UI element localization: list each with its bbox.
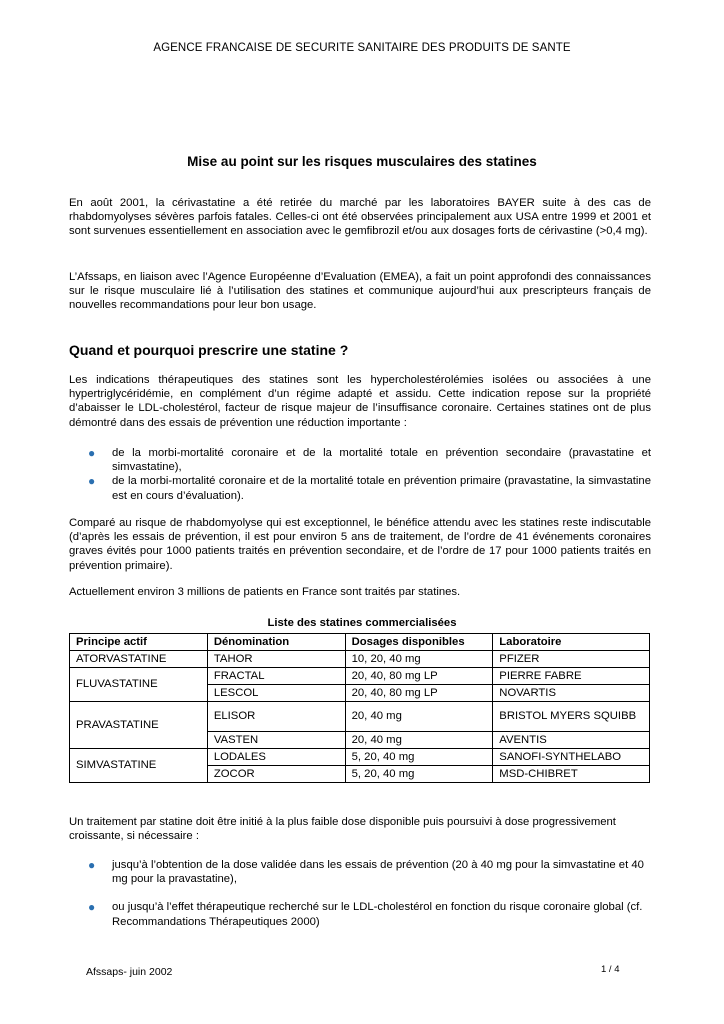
bullet-icon: ● [88, 900, 96, 915]
list-item: ● de la morbi-mortalité coronaire et de la mortalité totale en prévention secondaire (pravastatine et simvastatine), [88, 446, 651, 474]
footer-source: Afssaps- juin 2002 [86, 966, 173, 978]
section-heading: Quand et pourquoi prescrire une statine ? [69, 342, 349, 358]
agency-header: AGENCE FRANCAISE DE SECURITE SANITAIRE DES PRODUITS DE SANTE [153, 42, 571, 54]
column-header: Principe actif [70, 634, 208, 651]
dosage-cell: 20, 40, 80 mg LP [345, 668, 493, 685]
denomination-cell: ZOCOR [207, 766, 345, 783]
document-title: Mise au point sur les risques musculaires des statines [187, 154, 537, 169]
laboratoire-cell: SANOFI-SYNTHELABO [493, 749, 650, 766]
column-header: Dénomination [207, 634, 345, 651]
dosing-paragraph: Un traitement par statine doit être initié à la plus faible dose disponible puis poursuivi à dose progressivement croissante, si nécessaire : [69, 816, 616, 843]
denomination-cell: ELISOR [207, 702, 345, 732]
dosage-cell: 5, 20, 40 mg [345, 749, 493, 766]
page-number: 1 / 4 [601, 964, 620, 975]
principe-cell: FLUVASTATINE [70, 668, 208, 702]
laboratoire-cell: AVENTIS [493, 732, 650, 749]
dosage-cell: 20, 40, 80 mg LP [345, 685, 493, 702]
section-paragraph-3: Actuellement environ 3 millions de patients en France sont traités par statines. [69, 586, 461, 598]
list-item: ● jusqu’à l’obtention de la dose validée dans les essais de prévention (20 à 40 mg pour la simvastatine et 40 mg pour la pravastatine), [88, 858, 644, 886]
intro-paragraph-2: L’Afssaps, en liaison avec l’Agence Européenne d’Evaluation (EMEA), a fait un point approfondi des connaissances sur le risque musculaire lié à l’utilisation des statines et communique aujourd’hui aux prescripteurs français de nouvelles recommandations pour leur bon usage. [69, 271, 651, 312]
bullet-icon: ● [88, 474, 96, 489]
table-row [70, 749, 650, 766]
table-row [70, 668, 650, 685]
laboratoire-cell: NOVARTIS [493, 685, 650, 702]
list-item: ● ou jusqu’à l’effet thérapeutique recherché sur le LDL-cholestérol en fonction du risque coronaire global (cf. Recommandations Thérapeutiques 2000) [88, 900, 643, 928]
denomination-cell: VASTEN [207, 732, 345, 749]
column-header: Laboratoire [493, 634, 650, 651]
principe-cell: ATORVASTATINE [70, 651, 208, 668]
dosing-list [69, 858, 651, 929]
laboratoire-cell: MSD-CHIBRET [493, 766, 650, 783]
intro-paragraph-1: En août 2001, la cérivastatine a été retirée du marché par les laboratoires BAYER suite à des cas de rhabdomyolyses sévères parfois fatales. Celles-ci ont été observées principalement aux USA entre 1999 et 2001 et sont survenues essentiellement en association avec le gemfibrozil et/ou aux dosages forts de cérivastine (>0,4 mg). [69, 197, 651, 238]
list-item: ● de la morbi-mortalité coronaire et de la mortalité totale en prévention primaire (pravastatine, la simvastatine est en cours d’évaluation). [88, 474, 651, 502]
section-paragraph-1: Les indications thérapeutiques des statines sont les hypercholestérolémies isolées ou associées à une hypertriglycéridémie, en complément d’un régime adapté et assidu. Cette indication repose sur la propriété d’abaisser le LDL-cholestérol, facteur de risque majeur de l’insuffisance coronaire. Certaines statines ont de plus démontré dans des essais de prévention une réduction importante : [69, 374, 651, 429]
table-row [70, 702, 650, 732]
dosage-cell: 10, 20, 40 mg [345, 651, 493, 668]
denomination-cell: LESCOL [207, 685, 345, 702]
bullet-icon: ● [88, 446, 96, 460]
principe-cell: PRAVASTATINE [70, 702, 208, 749]
bullet-icon: ● [88, 858, 96, 872]
denomination-cell: TAHOR [207, 651, 345, 668]
prevention-list [69, 446, 651, 503]
dosage-cell: 5, 20, 40 mg [345, 766, 493, 783]
section-paragraph-2: Comparé au risque de rhabdomyolyse qui est exceptionnel, le bénéfice attendu avec les statines reste indiscutable (d’après les essais de prévention, il est pour environ 5 ans de traitement, de l’ordre de 41 événements coronaires graves évités pour 1000 patients traités en prévention secondaire, et de l’ordre de 17 pour 1000 patients traités en prévention primaire). [69, 517, 651, 572]
principe-cell: SIMVASTATINE [70, 749, 208, 783]
statins-table [69, 633, 650, 783]
dosage-cell: 20, 40 mg [345, 732, 493, 749]
denomination-cell: LODALES [207, 749, 345, 766]
dosage-cell: 20, 40 mg [345, 702, 493, 732]
laboratoire-cell: PIERRE FABRE [493, 668, 650, 685]
table-caption: Liste des statines commercialisées [267, 617, 457, 629]
column-header: Dosages disponibles [345, 634, 493, 651]
table-header-row [70, 634, 650, 651]
laboratoire-cell: PFIZER [493, 651, 650, 668]
table-row [70, 651, 650, 668]
laboratoire-cell: BRISTOL MYERS SQUIBB [493, 702, 650, 732]
denomination-cell: FRACTAL [207, 668, 345, 685]
